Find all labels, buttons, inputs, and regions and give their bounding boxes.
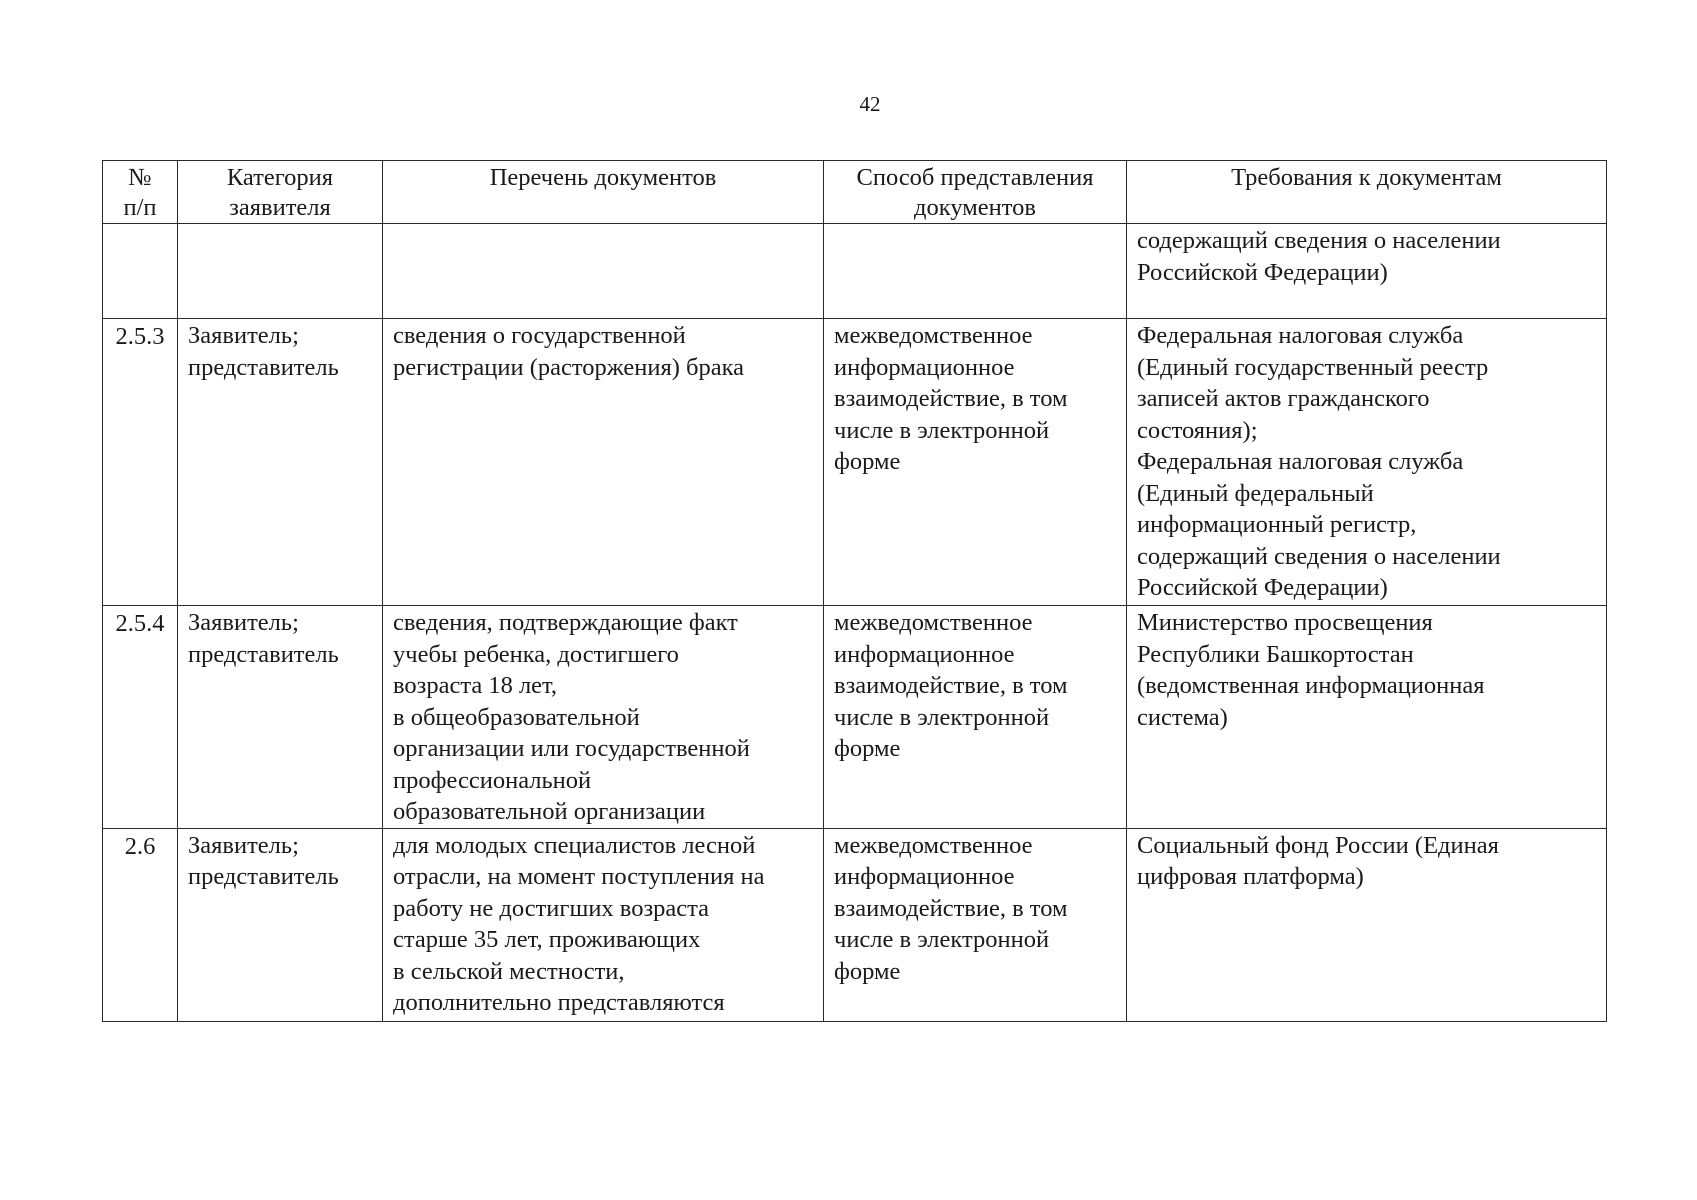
header-category: Категория заявителя — [178, 161, 383, 224]
cell-requirements: Министерство просвещения Республики Башкортостан (ведомственная информационная система) — [1127, 606, 1607, 829]
cell-requirements: Федеральная налоговая служба (Единый государственный реестр записей актов гражданского состояния); Федеральная налоговая служба (Единый федеральный информационный регистр, содержащий сведения о населении Российской Федерации) — [1127, 319, 1607, 606]
cell-category: Заявитель; представитель — [178, 319, 383, 606]
cell-category — [178, 224, 383, 319]
cell-documents: сведения, подтверждающие факт учебы ребенка, достигшего возраста 18 лет, в общеобразовательной организации или государственной профессиональной образовательной организации — [383, 606, 824, 829]
table-row — [103, 319, 1607, 606]
cell-num: 2.5.3 — [103, 319, 178, 606]
cell-requirements: содержащий сведения о населении Российской Федерации) — [1127, 224, 1607, 319]
cell-method — [824, 224, 1127, 319]
cell-method: межведомственное информационное взаимодействие, в том числе в электронной форме — [824, 319, 1127, 606]
cell-num: 2.5.4 — [103, 606, 178, 829]
table-body — [103, 224, 1607, 1022]
cell-requirements: Социальный фонд России (Единая цифровая платформа) — [1127, 828, 1607, 1021]
cell-method: межведомственное информационное взаимодействие, в том числе в электронной форме — [824, 606, 1127, 829]
header-requirements: Требования к документам — [1127, 161, 1607, 224]
cell-documents: для молодых специалистов лесной отрасли, на момент поступления на работу не достигших возраста старше 35 лет, проживающих в сельской местности, дополнительно представляются — [383, 828, 824, 1021]
documents-table — [102, 160, 1607, 1022]
header-method: Способ представления документов — [824, 161, 1127, 224]
cell-num: 2.6 — [103, 828, 178, 1021]
table-row — [103, 224, 1607, 319]
header-num: № п/п — [103, 161, 178, 224]
header-documents: Перечень документов — [383, 161, 824, 224]
cell-category: Заявитель; представитель — [178, 828, 383, 1021]
cell-method: межведомственное информационное взаимодействие, в том числе в электронной форме — [824, 828, 1127, 1021]
cell-documents — [383, 224, 824, 319]
table-row — [103, 606, 1607, 829]
cell-num — [103, 224, 178, 319]
table-row — [103, 828, 1607, 1021]
cell-category: Заявитель; представитель — [178, 606, 383, 829]
page-number: 42 — [859, 92, 881, 116]
header-row — [103, 161, 1607, 224]
table-header — [103, 161, 1607, 224]
cell-documents: сведения о государственной регистрации (расторжения) брака — [383, 319, 824, 606]
